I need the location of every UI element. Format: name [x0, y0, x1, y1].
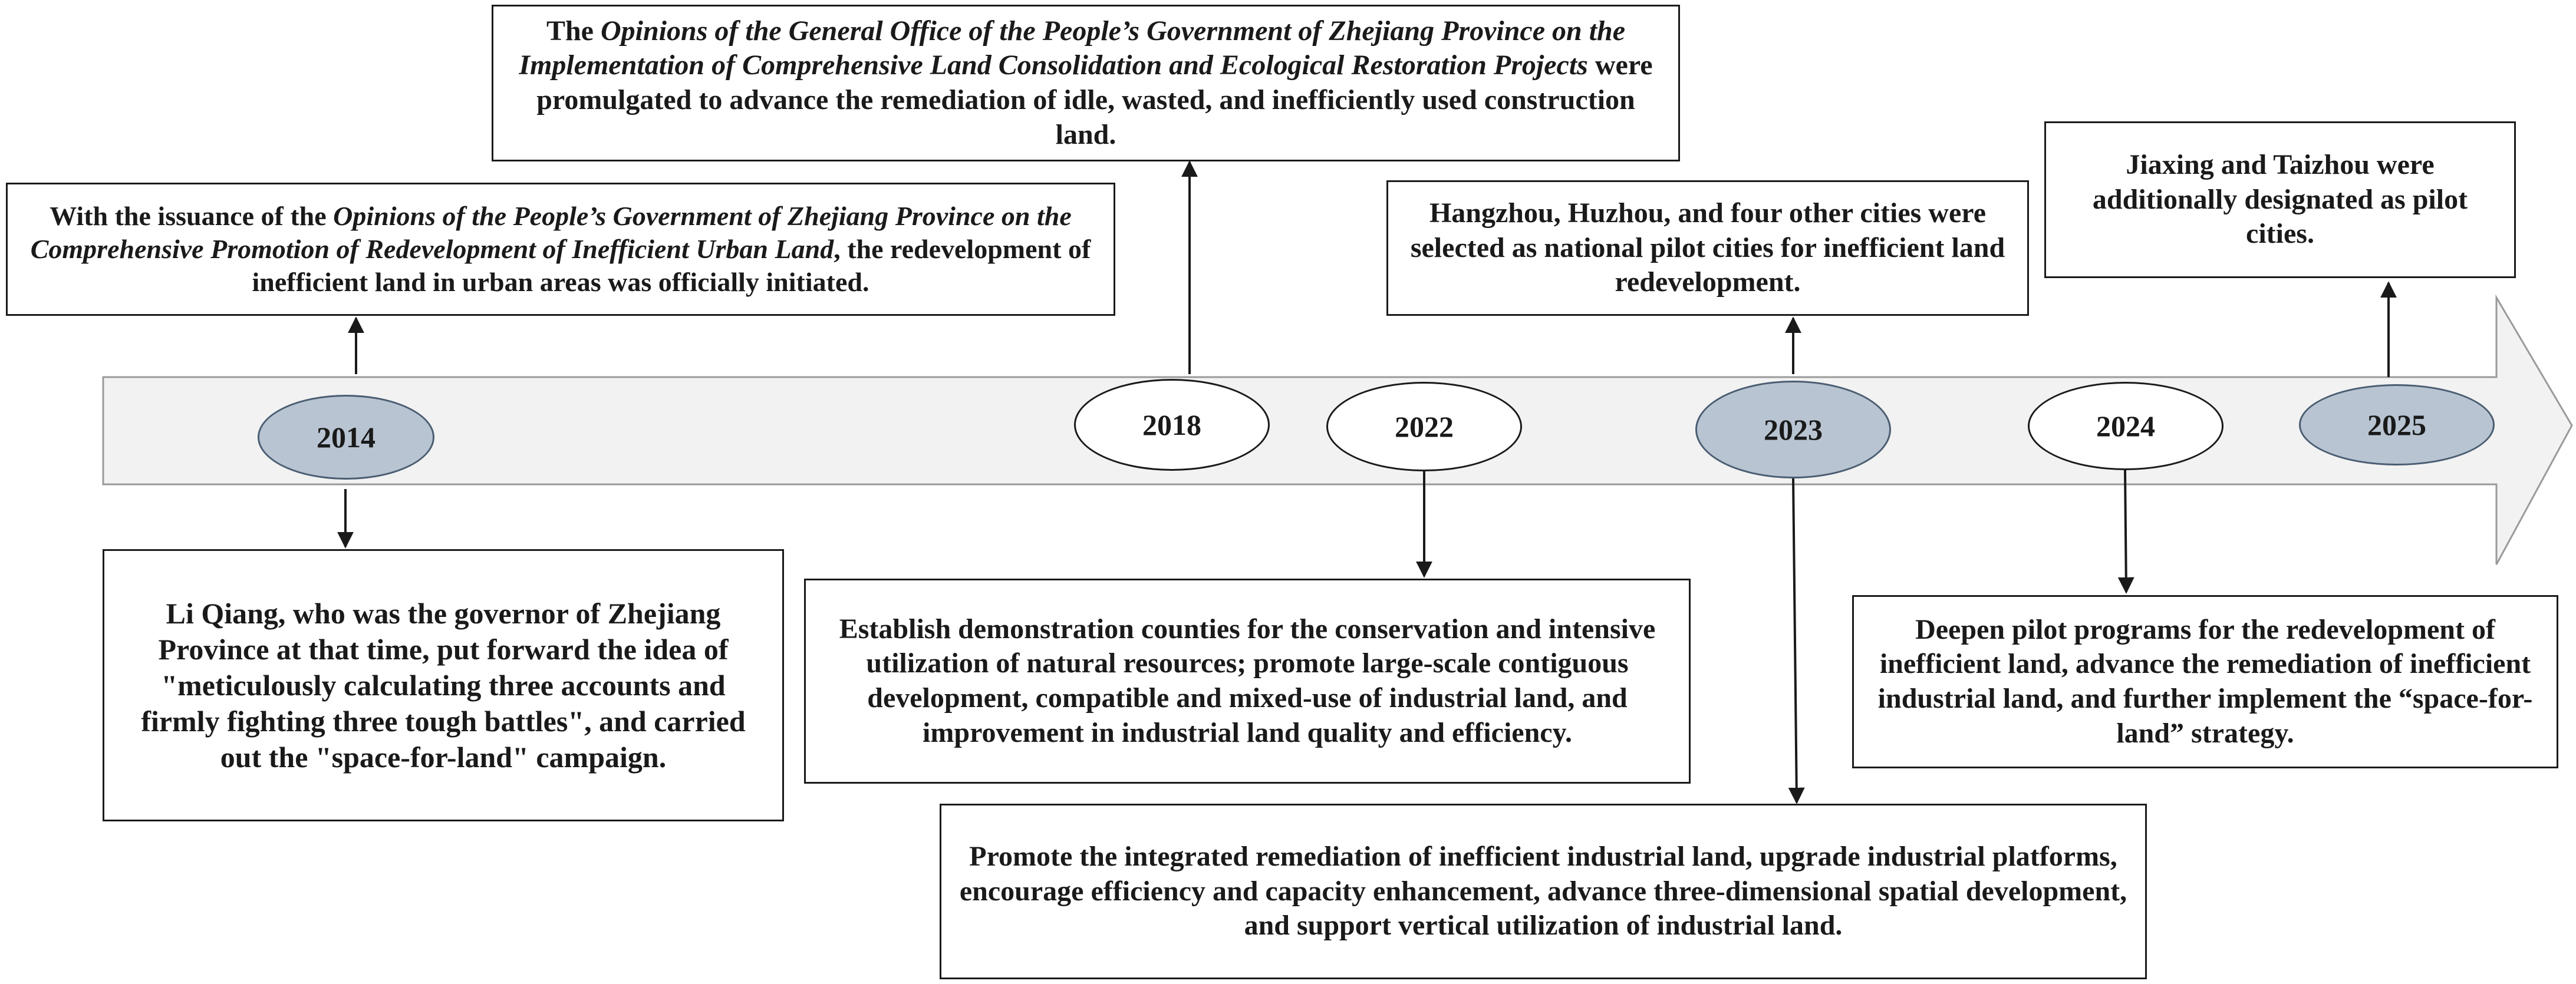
year-node-2025: 2025: [2299, 384, 2495, 465]
connector-2023-down: [1793, 478, 1797, 803]
event-2022-bottom: Establish demonstration counties for the conservation and intensive utilization of natural resources; promote large-scale contiguous development, compatible and mixed-use of industrial land, and improvement in industrial land quality and efficiency.: [804, 579, 1691, 784]
event-2014-top: With the issuance of the Opinions of the People’s Government of Zhejiang Province on the Comprehensive Promotion of Redevelopment of Inefficient Urban Land, the redevelopment of inefficient land in urban areas was officially initiated.: [6, 183, 1115, 316]
event-2018-top: The Opinions of the General Office of the People’s Government of Zhejiang Province on the Implementation of Comprehensive Land Consolidation and Ecological Restoration Projects were promulgated to advance the remediation of idle, wasted, and inefficiently used construction land.: [492, 5, 1680, 161]
event-2023-top: Hangzhou, Huzhou, and four other cities were selected as national pilot cities for inefficient land redevelopment.: [1386, 180, 2029, 316]
year-node-2018: 2018: [1074, 379, 1270, 471]
connector-2024-down: [2125, 470, 2126, 592]
year-node-2014: 2014: [258, 395, 434, 480]
event-2025-top: Jiaxing and Taizhou were additionally designated as pilot cities.: [2044, 121, 2516, 278]
event-2014-bottom: Li Qiang, who was the governor of Zhejiang Province at that time, put forward the idea of "meticulously calculating three accounts and firmly fighting three tough battles", and carried out the "space-for-land" campaign.: [103, 549, 784, 821]
event-2024-bottom: Deepen pilot programs for the redevelopment of inefficient land, advance the remediation of inefficient industrial land, and further implement the “space-for-land” strategy.: [1852, 595, 2558, 768]
event-2023-bottom: Promote the integrated remediation of inefficient industrial land, upgrade industrial platforms, encourage efficiency and capacity enhancement, advance three-dimensional spatial development, and support vertical utilization of industrial land.: [940, 804, 2147, 979]
year-node-2022: 2022: [1326, 382, 1522, 471]
year-node-2024: 2024: [2028, 382, 2223, 470]
year-node-2023: 2023: [1695, 381, 1891, 478]
